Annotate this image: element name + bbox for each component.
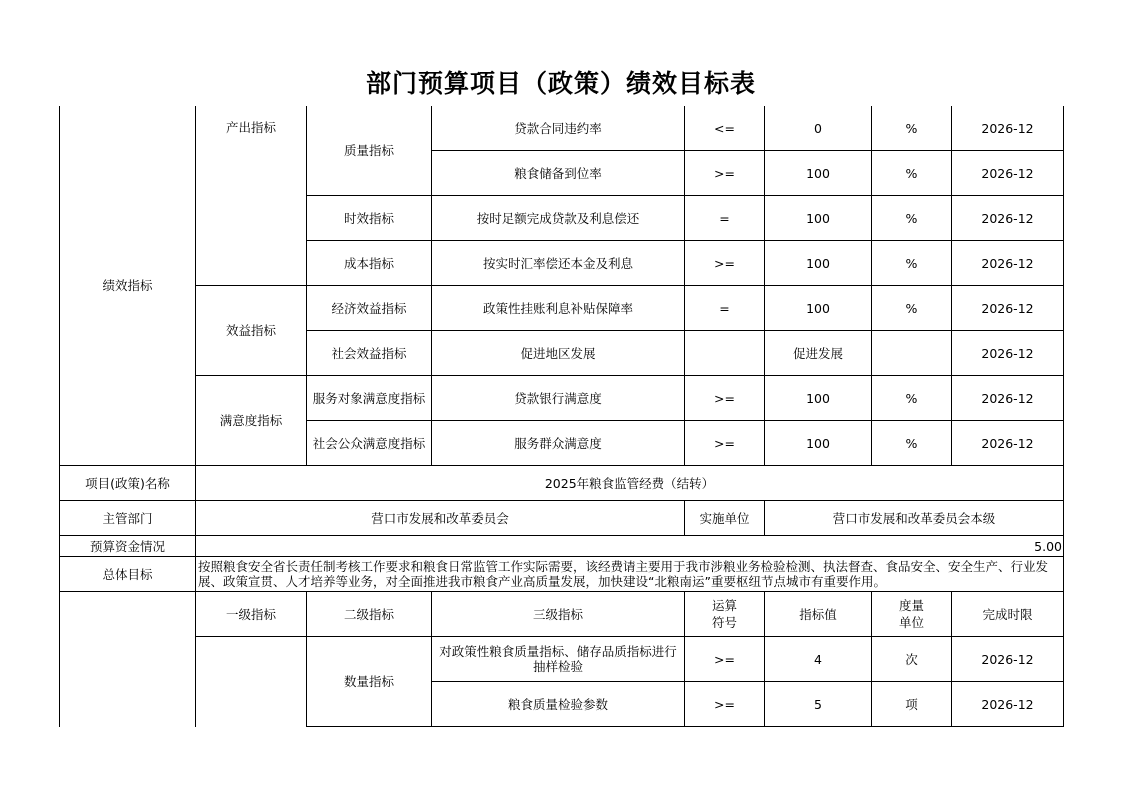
operator-cell: <= — [685, 106, 765, 151]
deadline-cell: 2026-12 — [952, 637, 1064, 682]
deadline-cell: 2026-12 — [952, 682, 1064, 727]
level1-benefit: 效益指标 — [196, 286, 307, 376]
header-level3: 三级指标 — [432, 592, 685, 637]
unit-cell: % — [872, 106, 952, 151]
level1-satisfaction: 满意度指标 — [196, 376, 307, 466]
deadline-cell: 2026-12 — [952, 331, 1064, 376]
value-cell: 100 — [765, 286, 872, 331]
level3-cell: 政策性挂账利息补贴保障率 — [432, 286, 685, 331]
level3-cell: 对政策性粮食质量指标、储存品质指标进行抽样检验 — [432, 637, 685, 682]
implementer-value: 营口市发展和改革委员会本级 — [765, 501, 1064, 536]
deadline-cell: 2026-12 — [952, 151, 1064, 196]
budget-value: 5.00 — [196, 536, 1064, 557]
department-value: 营口市发展和改革委员会 — [196, 501, 685, 536]
unit-cell: % — [872, 286, 952, 331]
header-deadline: 完成时限 — [952, 592, 1064, 637]
value-cell: 100 — [765, 376, 872, 421]
value-cell: 4 — [765, 637, 872, 682]
overall-goal-row — [60, 557, 1064, 592]
unit-cell: % — [872, 376, 952, 421]
header-operator-text: 运算符号 — [711, 598, 737, 630]
value-cell: 100 — [765, 151, 872, 196]
project-name-label: 项目(政策)名称 — [60, 466, 196, 501]
operator-cell: >= — [685, 682, 765, 727]
department-row — [60, 501, 1064, 536]
level3-cell: 贷款银行满意度 — [432, 376, 685, 421]
operator-cell: >= — [685, 421, 765, 466]
performance-table — [59, 106, 1064, 727]
implementer-label: 实施单位 — [685, 501, 765, 536]
level2-cell: 经济效益指标 — [307, 286, 432, 331]
level2-cell: 成本指标 — [307, 241, 432, 286]
operator-cell: >= — [685, 151, 765, 196]
table-row — [60, 106, 1064, 151]
unit-cell: % — [872, 241, 952, 286]
budget-row — [60, 536, 1064, 557]
header-value: 指标值 — [765, 592, 872, 637]
department-label: 主管部门 — [60, 501, 196, 536]
header-level2: 二级指标 — [307, 592, 432, 637]
level3-cell: 服务群众满意度 — [432, 421, 685, 466]
value-cell: 5 — [765, 682, 872, 727]
level2-cell: 社会效益指标 — [307, 331, 432, 376]
header-unit-text: 度量单位 — [898, 598, 924, 630]
level3-cell: 促进地区发展 — [432, 331, 685, 376]
unit-cell: % — [872, 421, 952, 466]
value-cell: 100 — [765, 421, 872, 466]
operator-cell: = — [685, 286, 765, 331]
budget-label: 预算资金情况 — [60, 536, 196, 557]
overall-goal-text: 按照粮食安全省长责任制考核工作要求和粮食日常监管工作实际需要，该经费请主要用于我市涉粮业务检验检测、执法督查、食品安全、安全生产、行业发展、政策宣贯、人才培养等业务，对全面推进我市粮食产业高质量发展，加快建设“北粮南运”重要枢纽节点城市有重要作用。 — [196, 557, 1064, 592]
indicator-header-row — [60, 592, 1064, 637]
deadline-cell: 2026-12 — [952, 286, 1064, 331]
level3-cell: 粮食储备到位率 — [432, 151, 685, 196]
operator-cell: >= — [685, 376, 765, 421]
level0-cell-blank — [60, 592, 196, 727]
table-row — [60, 376, 1064, 421]
deadline-cell: 2026-12 — [952, 421, 1064, 466]
level2-cell: 社会公众满意度指标 — [307, 421, 432, 466]
operator-cell: = — [685, 196, 765, 241]
header-level1: 一级指标 — [196, 592, 307, 637]
level1-output: 产出指标 — [196, 106, 307, 286]
page-title: 部门预算项目（政策）绩效目标表 — [365, 69, 756, 98]
table-row — [60, 637, 1064, 682]
deadline-cell: 2026-12 — [952, 241, 1064, 286]
deadline-cell: 2026-12 — [952, 106, 1064, 151]
deadline-cell: 2026-12 — [952, 196, 1064, 241]
level3-cell: 粮食质量检验参数 — [432, 682, 685, 727]
unit-cell: % — [872, 196, 952, 241]
overall-goal-label: 总体目标 — [60, 557, 196, 592]
unit-cell: 次 — [872, 637, 952, 682]
unit-cell: 项 — [872, 682, 952, 727]
value-cell: 100 — [765, 196, 872, 241]
table-row — [60, 286, 1064, 331]
project-name-row — [60, 466, 1064, 501]
level0-cell: 绩效指标 — [60, 106, 196, 466]
value-cell: 促进发展 — [765, 331, 872, 376]
header-operator — [685, 592, 765, 637]
level2-cell: 服务对象满意度指标 — [307, 376, 432, 421]
value-cell: 100 — [765, 241, 872, 286]
level3-cell: 按时足额完成贷款及利息偿还 — [432, 196, 685, 241]
operator-cell: >= — [685, 241, 765, 286]
level3-cell: 贷款合同违约率 — [432, 106, 685, 151]
level2-cell: 质量指标 — [307, 106, 432, 196]
level1-cell-blank — [196, 637, 307, 727]
operator-cell — [685, 331, 765, 376]
deadline-cell: 2026-12 — [952, 376, 1064, 421]
level3-cell: 按实时汇率偿还本金及利息 — [432, 241, 685, 286]
header-unit — [872, 592, 952, 637]
level2-cell: 时效指标 — [307, 196, 432, 241]
operator-cell: >= — [685, 637, 765, 682]
level2-quantity: 数量指标 — [307, 637, 432, 727]
unit-cell — [872, 331, 952, 376]
project-name-value: 2025年粮食监管经费（结转） — [196, 466, 1064, 501]
value-cell: 0 — [765, 106, 872, 151]
unit-cell: % — [872, 151, 952, 196]
